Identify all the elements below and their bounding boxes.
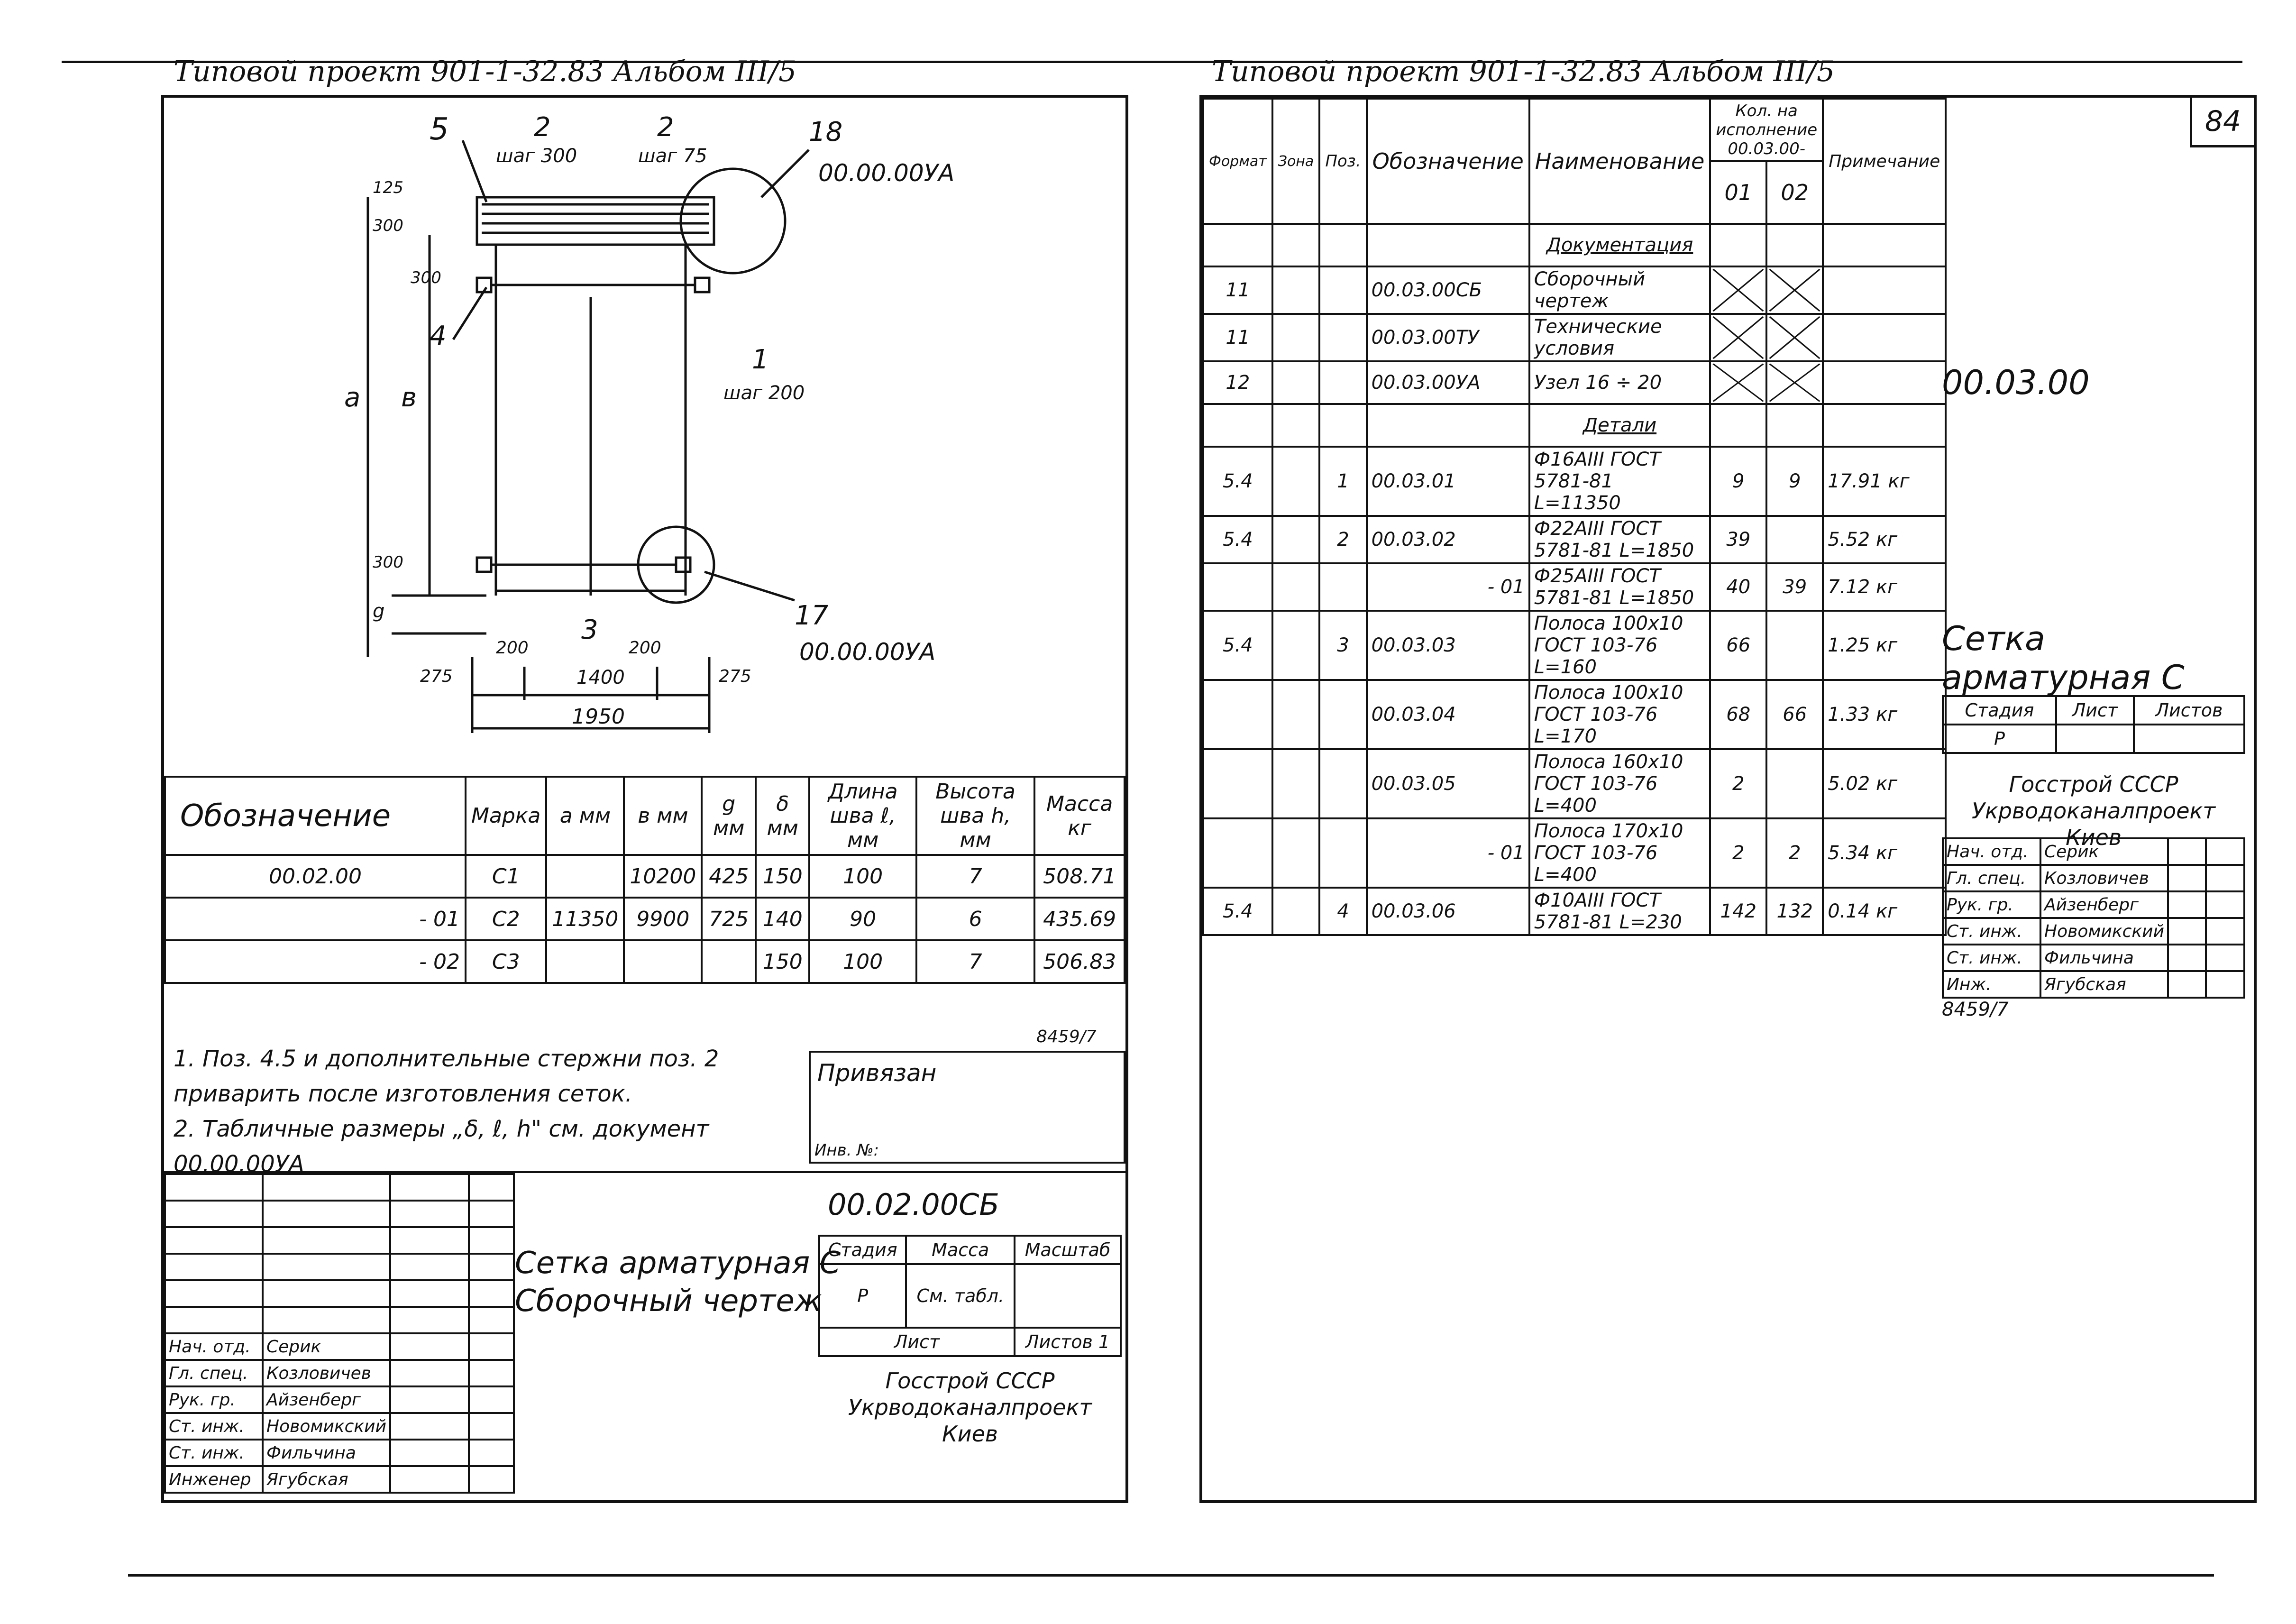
col-designation: Обозначение [165, 777, 466, 855]
col-format: Формат [1203, 99, 1272, 224]
specification-table [1202, 98, 1947, 936]
mesh-drawing [164, 98, 1125, 771]
spec-row: - 01 Ф25АIII ГОСТ 5781-81 L=1850 40 39 7.12 кг [1203, 563, 1946, 611]
signature-row: Нач. отд. Серик [165, 1333, 514, 1360]
bottom-rule [128, 1574, 2214, 1577]
signature-row: Ст. инж. Фильчина [1943, 945, 2244, 971]
label-dim-200b: 200 [629, 638, 661, 658]
col-delta: δ мм [756, 777, 809, 855]
label-dim-a: a [344, 382, 361, 413]
album-stamp: Типовой проект 901-1-32.83 Альбом III/5 [1212, 55, 1835, 88]
label-dim-200a: 200 [496, 638, 529, 658]
col-qty-02: 02 [1766, 161, 1823, 224]
cross-mark [1710, 314, 1766, 361]
spec-row: 00.03.04 Полоса 100х10 ГОСТ 103-76 L=170 68 66 1.33 кг [1203, 680, 1946, 749]
spec-row: Детали [1203, 404, 1946, 447]
label-step-200: шаг 200 [723, 382, 805, 404]
binding-box [809, 1051, 1125, 1164]
col-pos: Поз. [1319, 99, 1366, 224]
signature-row: Ст. инж. Новомикский [1943, 918, 2244, 945]
label-pos-2b: 2 [657, 112, 674, 143]
spec-row: - 01 Полоса 170х10 ГОСТ 103-76 L=400 2 2 5.34 кг [1203, 818, 1946, 888]
label-step-300: шаг 300 [496, 145, 577, 167]
label-ref-2: 00.00.00УА [799, 638, 936, 666]
label-dim-300a: 300 [373, 216, 403, 235]
label-pos-18: 18 [809, 117, 843, 147]
table-row: - 01 C2 11350 9900 725 140 90 6 435.69 [165, 898, 1125, 940]
label-dim-g: g [373, 600, 385, 622]
label-dim-300b: 300 [411, 268, 441, 287]
specification-sheet [1199, 55, 2257, 1503]
col-qty: Кол. на исполнение 00.03.00- [1710, 99, 1823, 161]
label-pos-1: 1 [752, 344, 769, 375]
col-g: g мм [702, 777, 756, 855]
col-name: Наименование [1529, 99, 1710, 224]
signature-row: Гл. спец. Козловичев [1943, 865, 2244, 891]
signature-row: Инж. Ягубская [1943, 971, 2244, 998]
cross-mark-icon [1767, 362, 1822, 403]
cross-mark [1766, 266, 1823, 314]
cross-mark [1766, 361, 1823, 404]
label-dim-275a: 275 [420, 667, 453, 686]
parameters-table [164, 776, 1125, 984]
label-pos-4: 4 [430, 321, 447, 351]
spec-signatures-table [1942, 837, 2245, 999]
label-dim-1950: 1950 [572, 705, 625, 729]
col-designation: Обозначение [1367, 99, 1529, 224]
label-dim-1400: 1400 [576, 667, 625, 688]
col-v: в мм [624, 777, 702, 855]
spec-code: 00.03.00 [1942, 363, 2090, 402]
col-note: Примечание [1823, 99, 1946, 224]
cross-mark-icon [1767, 315, 1822, 360]
label-dim-275b: 275 [719, 667, 751, 686]
binding-label: Привязан [817, 1059, 937, 1087]
col-a: a мм [546, 777, 624, 855]
col-mass: Масса кг [1034, 777, 1125, 855]
signature-row: Рук. гр. Айзенберг [1943, 891, 2244, 918]
cross-mark [1710, 361, 1766, 404]
label-pos-17: 17 [795, 600, 829, 631]
label-pos-2a: 2 [534, 112, 551, 143]
spec-row: 11 00.03.00ТУ Технические условия [1203, 314, 1946, 361]
spec-organization: Госстрой СССР Укрводоканалпроект Киев [1971, 771, 2216, 850]
col-qty-01: 01 [1710, 161, 1766, 224]
label-dim-v: в [401, 382, 417, 413]
label-pos-5: 5 [430, 112, 449, 147]
label-dim-300c: 300 [373, 553, 403, 572]
col-weld-height: Высота шва h, мм [916, 777, 1034, 855]
cross-mark [1710, 266, 1766, 314]
album-stamp: Типовой проект 901-1-32.83 Альбом III/5 [174, 55, 797, 88]
signatures-table [164, 1173, 515, 1494]
spec-row: 5.4 4 00.03.06 Ф10АIII ГОСТ 5781-81 L=230 142 132 0.14 кг [1203, 888, 1946, 935]
cross-mark-icon [1711, 362, 1765, 403]
col-zone: Зона [1272, 99, 1320, 224]
spec-stage-table: Стадия Лист Листов Р [1942, 695, 2245, 754]
col-weld-length: Длина шва ℓ, мм [809, 777, 916, 855]
drawing-code: 00.02.00СБ [828, 1187, 999, 1222]
cross-mark-icon [1711, 315, 1765, 360]
page-number: 84 [2190, 98, 2254, 147]
drawing-title: Сетка арматурная С Сборочный чертеж [515, 1246, 841, 1319]
inventory-number: 8459/7 [1036, 1027, 1097, 1046]
signature-row: Нач. отд. Серик [1943, 838, 2244, 865]
spec-row: 12 00.03.00УА Узел 16 ÷ 20 [1203, 361, 1946, 404]
spec-inventory-number: 8459/7 [1942, 999, 2009, 1020]
assembly-drawing-sheet [161, 55, 1128, 1503]
spec-row: Документация [1203, 224, 1946, 266]
signature-row: Гл. спец. Козловичев [165, 1360, 514, 1386]
signature-row: Инженер Ягубская [165, 1466, 514, 1493]
col-mark: Марка [466, 777, 546, 855]
table-row: 00.02.00 C1 10200 425 150 100 7 508.71 [165, 855, 1125, 898]
spec-row: 5.4 3 00.03.03 Полоса 100х10 ГОСТ 103-76 L=160 66 1.25 кг [1203, 611, 1946, 680]
signature-row: Рук. гр. Айзенберг [165, 1386, 514, 1413]
label-pos-3: 3 [581, 615, 598, 645]
title-block [164, 1171, 1125, 1500]
cross-mark-icon [1711, 267, 1765, 313]
spec-row: 5.4 2 00.03.02 Ф22АIII ГОСТ 5781-81 L=1850 39 5.52 кг [1203, 516, 1946, 563]
spec-row: 00.03.05 Полоса 160х10 ГОСТ 103-76 L=400 2 5.02 кг [1203, 749, 1946, 818]
signature-row: Ст. инж. Новомикский [165, 1413, 514, 1440]
spec-row: 5.4 1 00.03.01 Ф16АIII ГОСТ 5781-81 L=11350 9 9 17.91 кг [1203, 447, 1946, 516]
spec-row: 11 00.03.00СБ Сборочный чертеж [1203, 266, 1946, 314]
inv-label: Инв. №: [814, 1141, 879, 1160]
organization: Госстрой СССР Укрводоканалпроект Киев [848, 1368, 1092, 1447]
cross-mark-icon [1767, 267, 1822, 313]
label-ref-1: 00.00.00УА [818, 159, 955, 187]
stage-table: Стадия Масса Масштаб Р См. табл. Лист Листов 1 [818, 1235, 1122, 1357]
notes [174, 1041, 804, 1182]
label-step-75: шаг 75 [638, 145, 707, 167]
label-dim-125: 125 [373, 178, 403, 197]
cross-mark [1766, 314, 1823, 361]
signature-row: Ст. инж. Фильчина [165, 1440, 514, 1466]
note-1: 1. Поз. 4.5 и дополнительные стержни поз. 2 приварить после изготовления сеток. [174, 1046, 719, 1107]
note-2: 2. Табличные размеры „δ, ℓ, h" см. документ 00.00.00УА [174, 1116, 709, 1177]
table-row: - 02 C3 150 100 7 506.83 [165, 940, 1125, 983]
spec-title: Сетка арматурная С [1942, 619, 2185, 697]
